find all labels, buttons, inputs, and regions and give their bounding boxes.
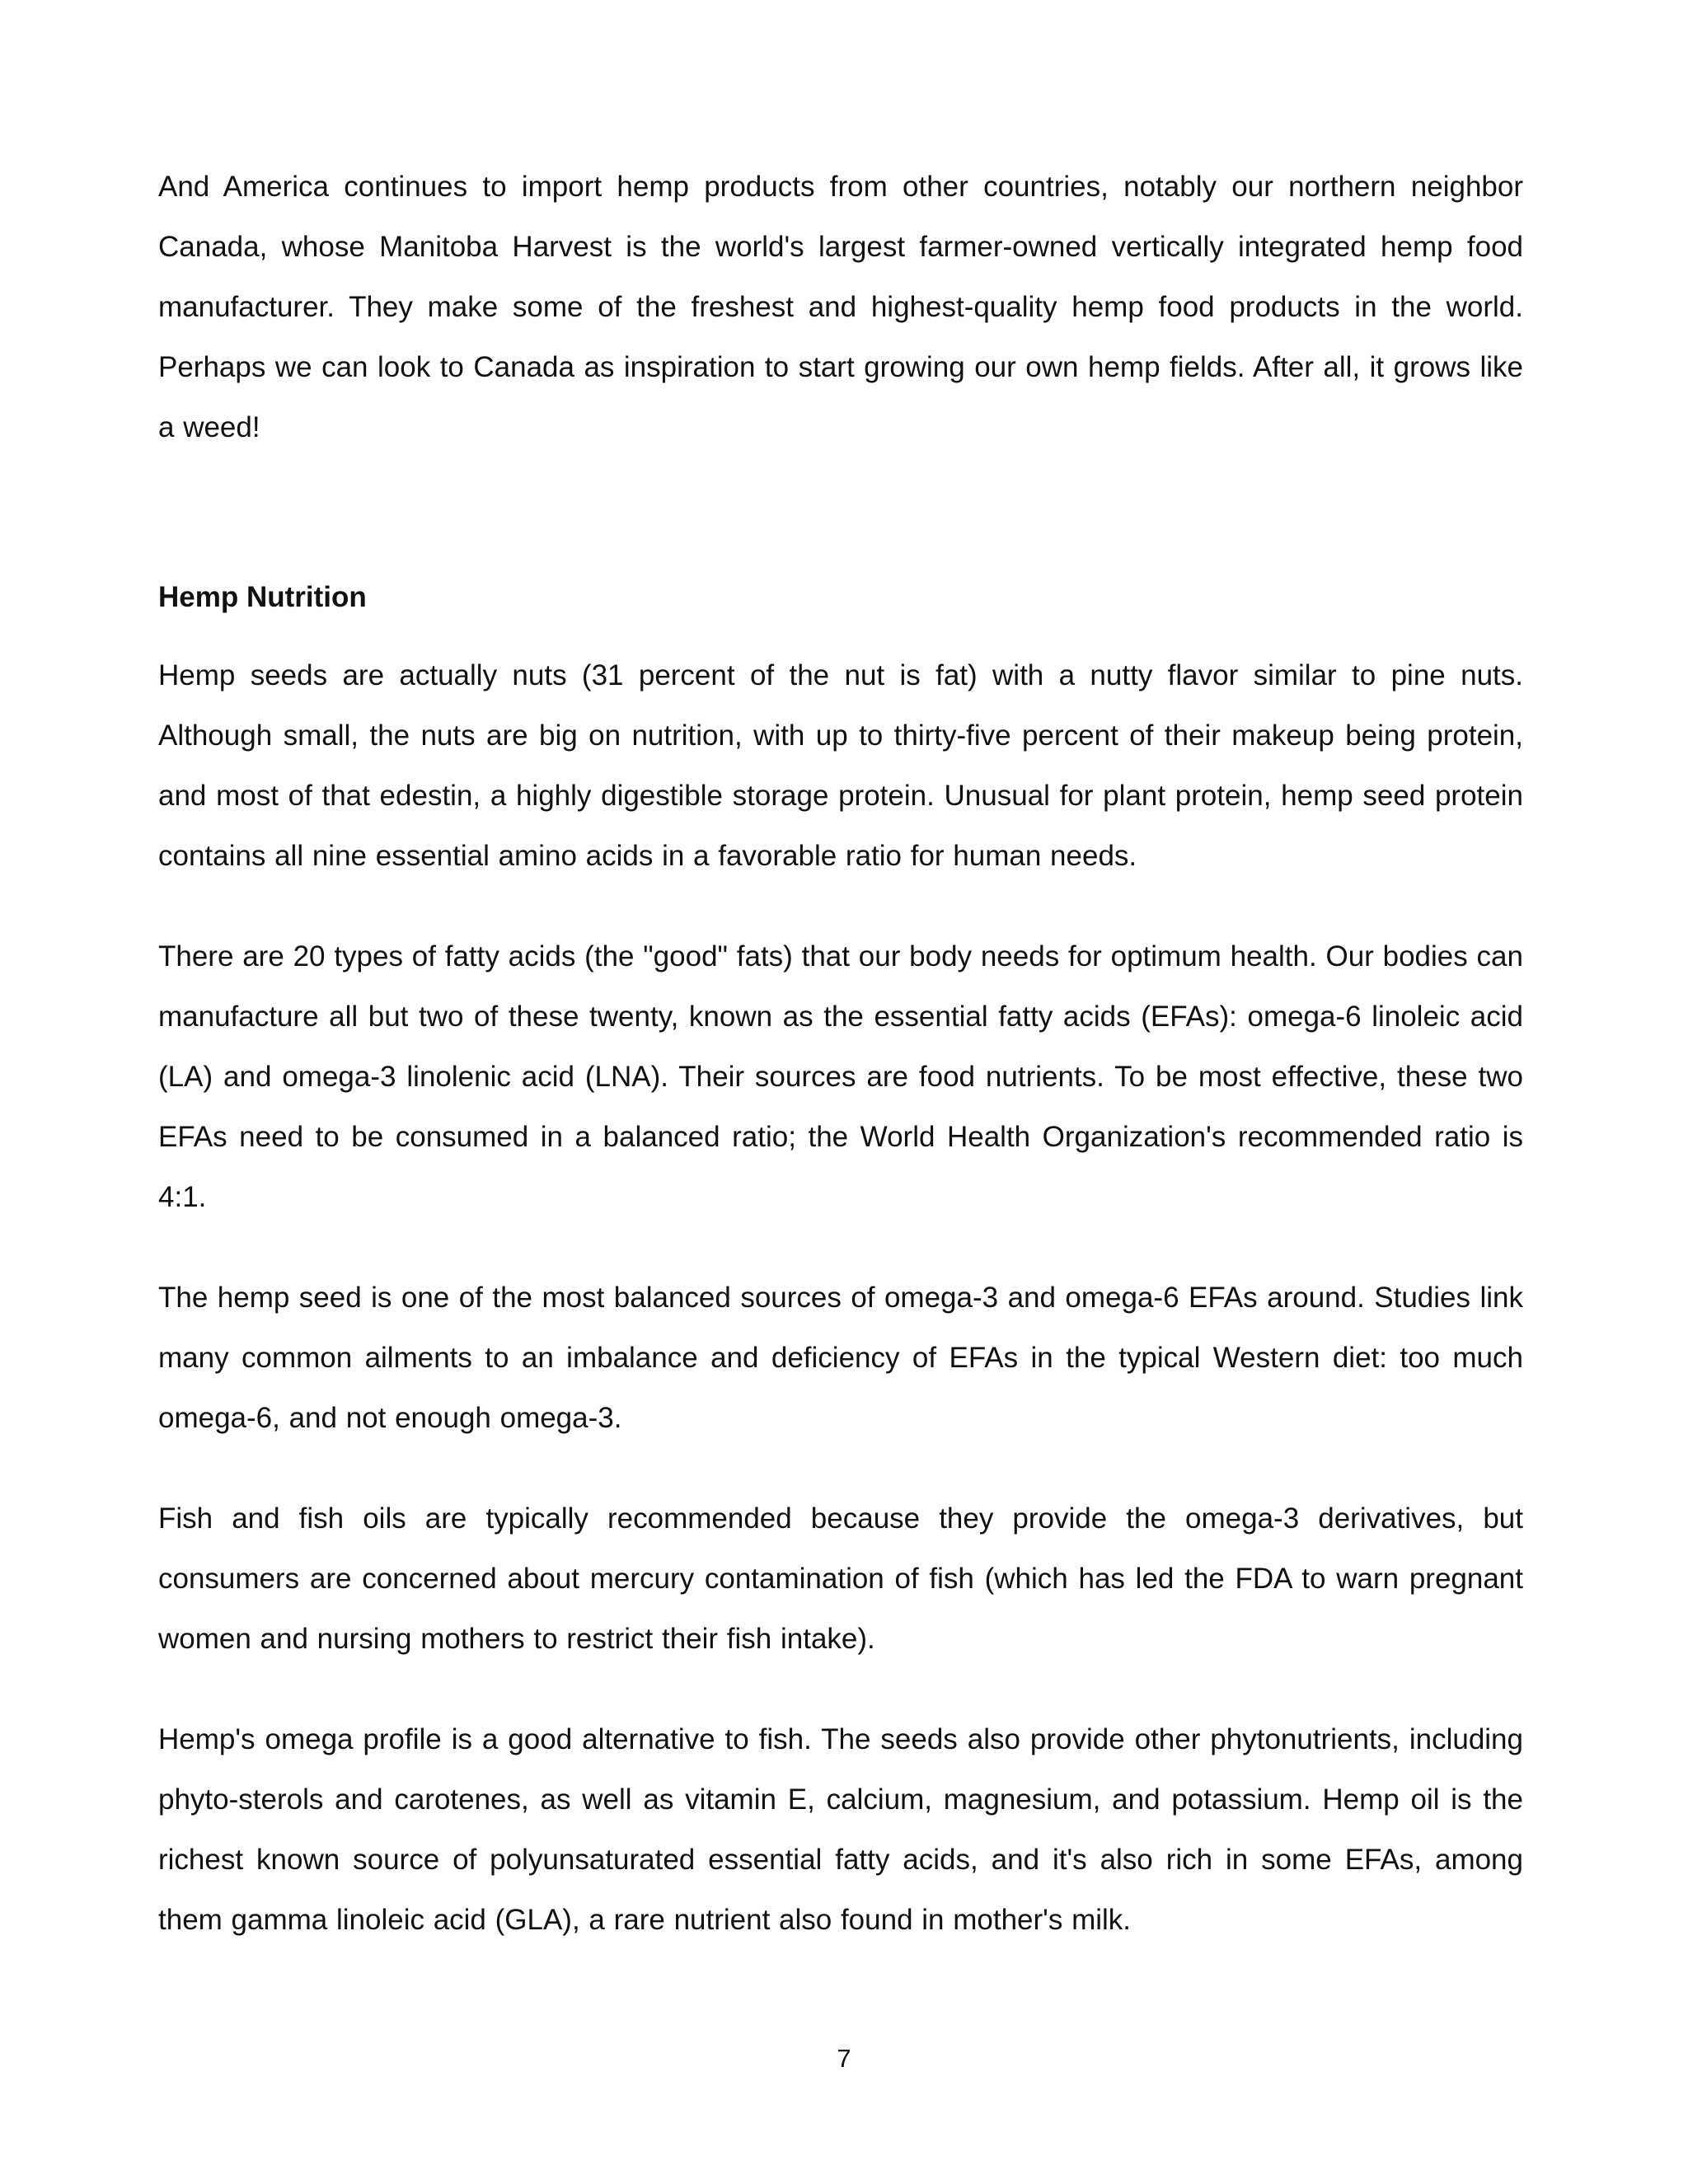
page-number: 7 <box>837 2044 851 2073</box>
page-content <box>158 157 1523 1950</box>
body-paragraph-1: Hemp seeds are actually nuts (31 percent of the nut is fat) with a nutty flavor similar to pine nuts. Although small, the nuts are big on nutrition, with up to thirty-five percent of their makeup being protein, and most of that edestin, a highly digestible storage protein. Unusual for plant protein, hemp seed protein contains all nine essential amino acids in a favorable ratio for human needs. <box>158 659 1523 872</box>
intro-paragraph: And America continues to import hemp products from other countries, notably our northern neighbor Canada, whose Manitoba Harvest is the world's largest farmer-owned vertically integrated hemp food manufacturer. They make some of the freshest and highest-quality hemp food products in the world. Perhaps we can look to Canada as inspiration to start growing our own hemp fields. After all, it grows like a weed! <box>158 171 1523 443</box>
body-paragraph-2: There are 20 types of fatty acids (the "good" fats) that our body needs for optimum health. Our bodies can manufacture all but two of these twenty, known as the essential fatty acids (EFAs): omega-6 linoleic acid (LA) and omega-3 linolenic acid (LNA). Their sources are food nutrients. To be most effective, these two EFAs need to be consumed in a balanced ratio; the World Health Organization's recommended ratio is 4:1. <box>158 940 1523 1213</box>
section-heading: Hemp Nutrition <box>158 581 367 613</box>
body-paragraph-4: Fish and fish oils are typically recommended because they provide the omega-3 derivatives, but consumers are concerned about mercury contamination of fish (which has led the FDA to warn pregnant women and nursing mothers to restrict their fish intake). <box>158 1502 1523 1655</box>
body-paragraph-3: The hemp seed is one of the most balanced sources of omega-3 and omega-6 EFAs around. Studies link many common ailments to an imbalance and deficiency of EFAs in the typical Western diet: too much omega-6, and not enough omega-3. <box>158 1282 1523 1434</box>
body-paragraph-5: Hemp's omega profile is a good alternative to fish. The seeds also provide other phytonutrients, including phyto-sterols and carotenes, as well as vitamin E, calcium, magnesium, and potassium. Hemp oil is the richest known source of polyunsaturated essential fatty acids, and it's also rich in some EFAs, among them gamma linoleic acid (GLA), a rare nutrient also found in mother's milk. <box>158 1723 1523 1936</box>
